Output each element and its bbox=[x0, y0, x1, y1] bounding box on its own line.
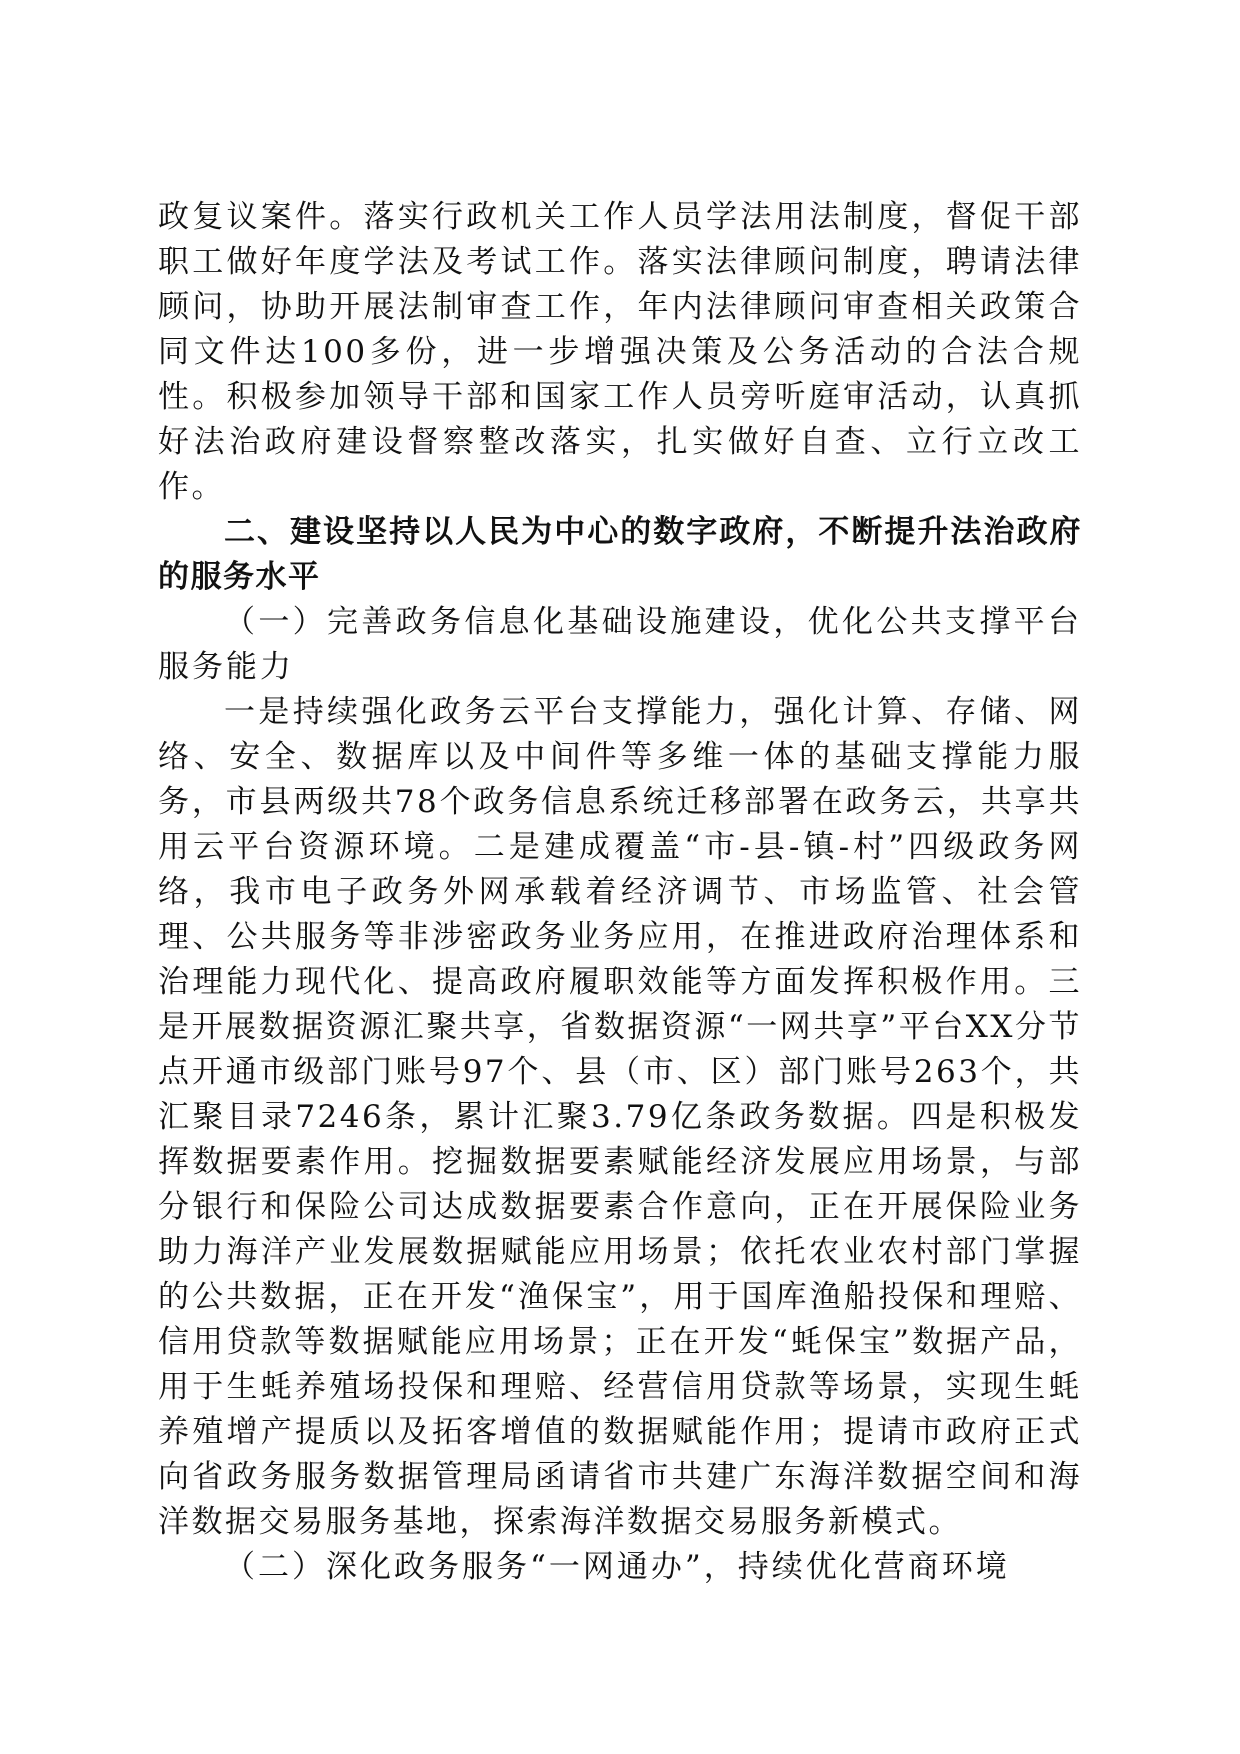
subsection-heading-one-network: （二）深化政务服务“一网通办”，持续优化营商环境 bbox=[224, 1549, 1010, 1585]
paragraph-infrastructure-details: 一是持续强化政务云平台支撑能力，强化计算、存储、网络、安全、数据库以及中间件等多维一体的基础支撑能力服务，市县两级共78个政务信息系统迁移部署在政务云，共享共用云平台资源环境。二是建成覆盖“市-县-镇-村”四级政务网络，我市电子政务外网承载着经济调节、市场监管、社会管理、公共服务等非涉密政务业务应用，在推进政府治理体系和治理能力现代化、提高政府履职效能等方面发挥积极作用。三是开展数据资源汇聚共享，省数据资源“一网共享”平台XX分节点开通市级部门账号97个、县（市、区）部门账号263个，共汇聚目录7246条，累计汇聚3.79亿条政务数据。四是积极发挥数据要素作用。挖掘数据要素赋能经济发展应用场景，与部分银行和保险公司达成数据要素合作意向，正在开展保险业务助力海洋产业发展数据赋能应用场景；依托农业农村部门掌握的公共数据，正在开发“渔保宝”，用于国库渔船投保和理赔、信用贷款等数据赋能应用场景；正在开发“蚝保宝”数据产品，用于生蚝养殖场投保和理赔、经营信用贷款等场景，实现生蚝养殖增产提质以及拓客增值的数据赋能作用；提请市政府正式向省政务服务数据管理局函请省市共建广东海洋数据空间和海洋数据交易服务基地，探索海洋数据交易服务新模式。 bbox=[158, 694, 1082, 1540]
paragraph-legal-review: 政复议案件。落实行政机关工作人员学法用法制度，督促干部职工做好年度学法及考试工作。落实法律顾问制度，聘请法律顾问，协助开展法制审查工作，年内法律顾问审查相关政策合同文件达100多份，进一步增强决策及公务活动的合法合规性。积极参加领导干部和国家工作人员旁听庭审活动，认真抓好法治政府建设督察整改落实，扎实做好自查、立行立改工作。 bbox=[158, 199, 1082, 505]
subsection-heading-infrastructure: （一）完善政务信息化基础设施建设，优化公共支撑平台服务能力 bbox=[158, 604, 1082, 685]
document-body bbox=[158, 195, 1082, 1590]
section-heading-digital-government: 二、建设坚持以人民为中心的数字政府，不断提升法治政府的服务水平 bbox=[158, 514, 1082, 595]
